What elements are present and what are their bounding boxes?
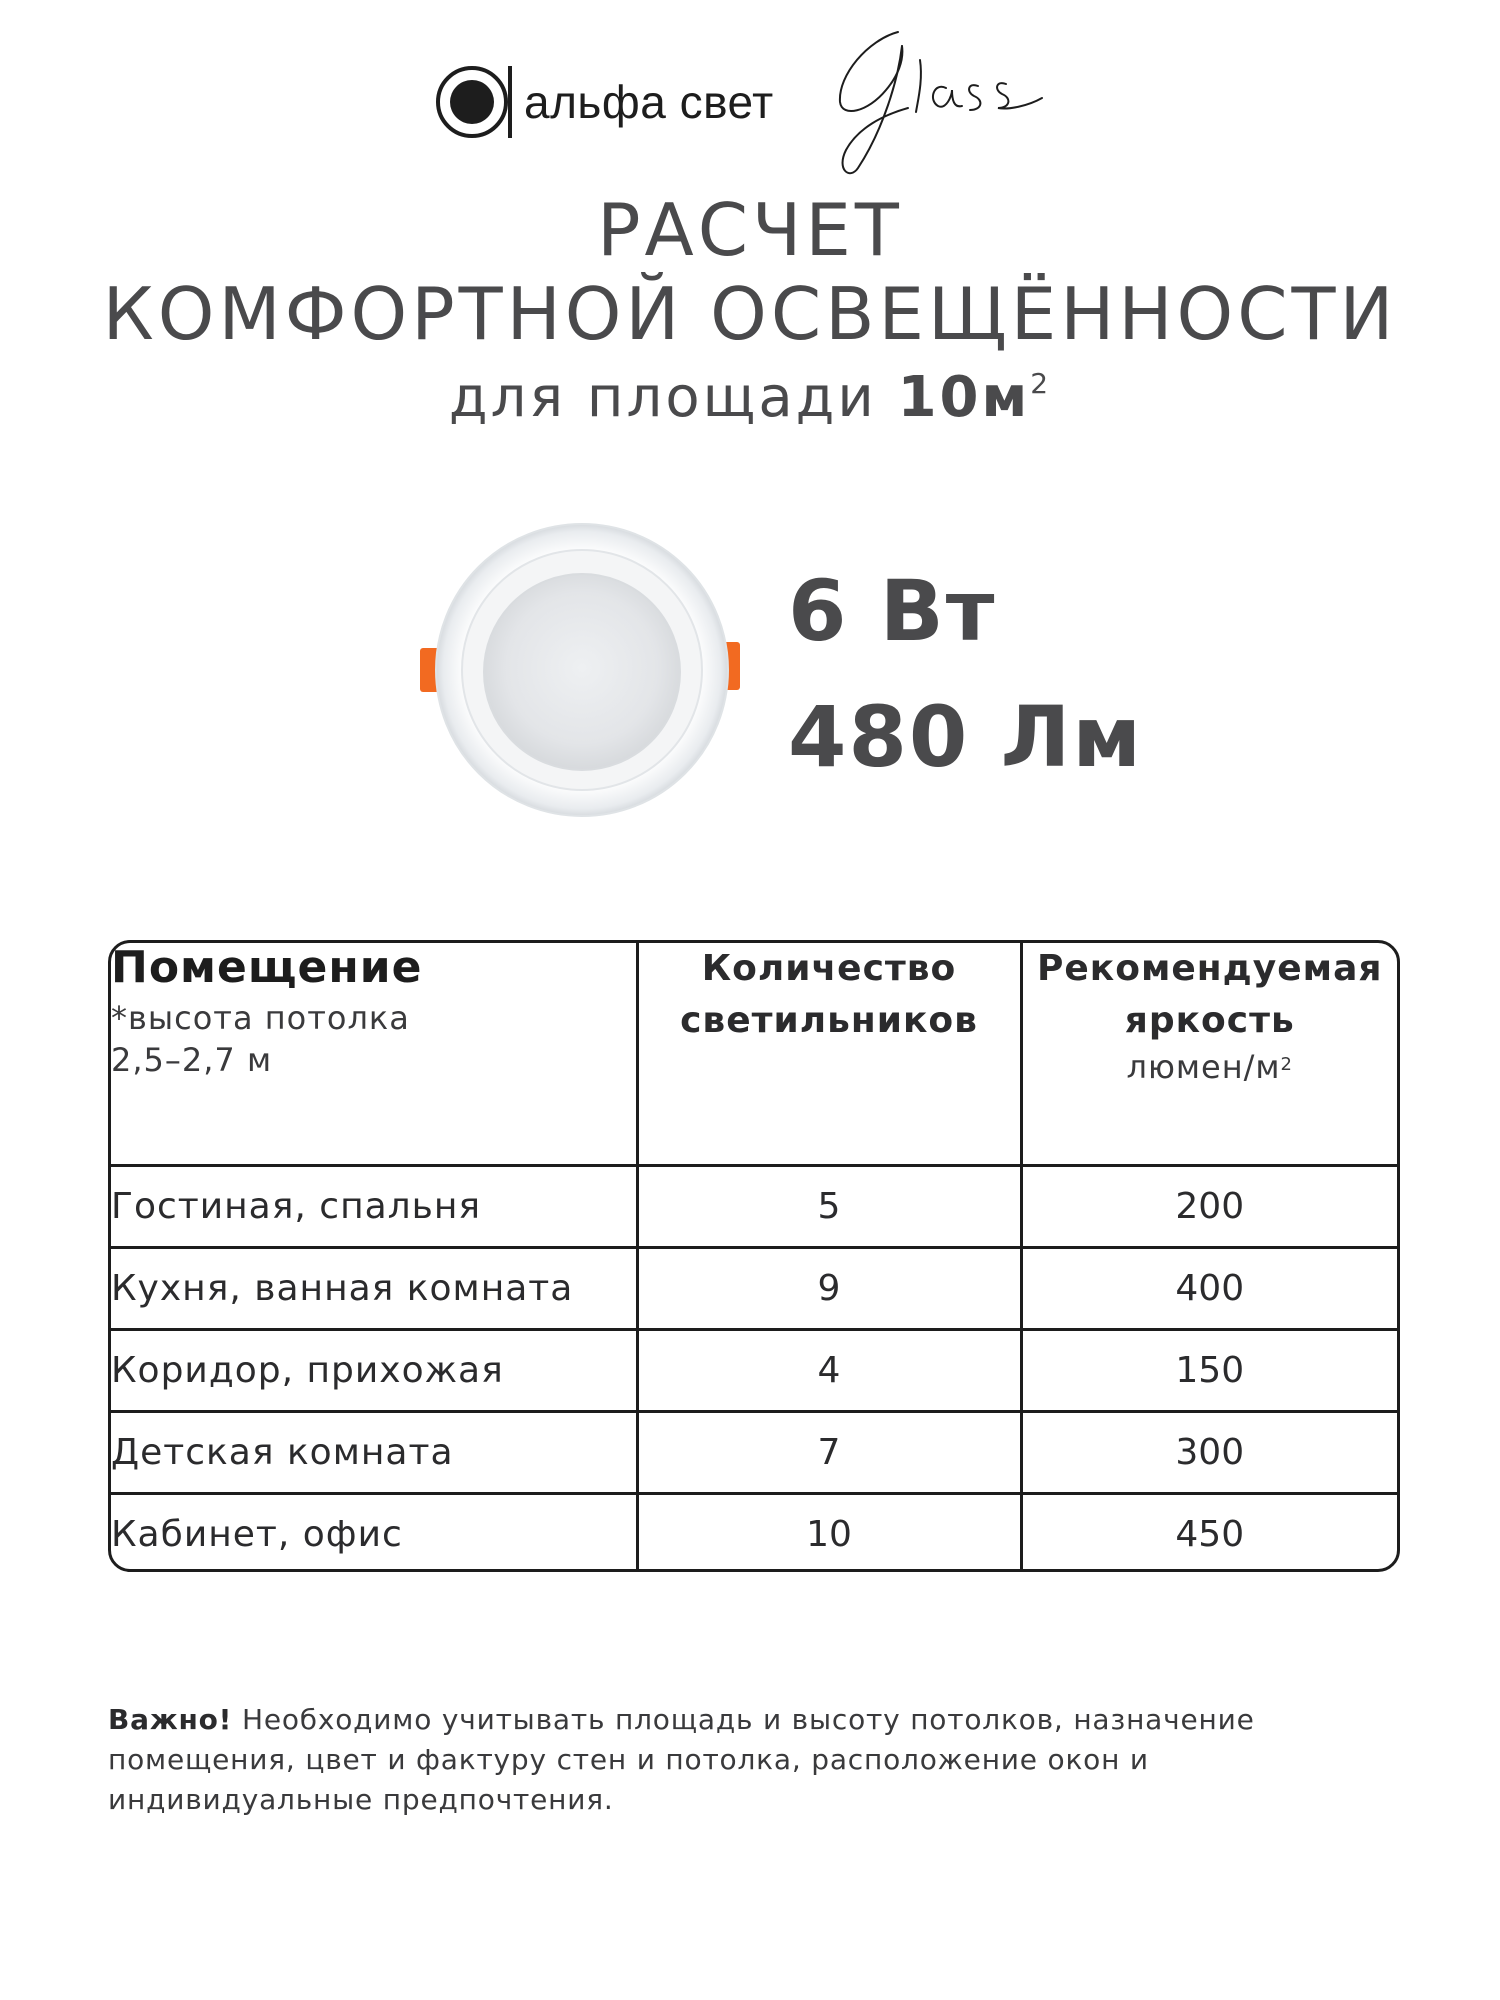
note-text: Необходимо учитывать площадь и высоту потолков, назначение помещения, цвет и фактуру стен и потолка, расположение окон и индивидуальные предпочтения. (108, 1703, 1255, 1816)
title-area-value: 10м (897, 365, 1031, 430)
header-count-line-1: Количество (701, 948, 957, 989)
row-room: Коридор, прихожая (111, 1329, 637, 1411)
header-brightness-unit (1023, 1047, 1398, 1087)
row-brightness: 150 (1021, 1329, 1397, 1411)
brand-name: альфа свет (524, 76, 774, 128)
illumination-table (108, 940, 1400, 1572)
row-room: Детская комната (111, 1411, 637, 1493)
title-area-prefix: для площади (448, 365, 877, 430)
title-line-3 (0, 365, 1500, 430)
row-brightness: 400 (1021, 1247, 1397, 1329)
header-room-note-2: 2,5–2,7 м (111, 1041, 273, 1079)
table-row (111, 1247, 1397, 1329)
title-line-1: РАСЧЕТ (597, 188, 903, 272)
header-brightness-unit-sup: 2 (1280, 1054, 1293, 1075)
title-line-2: КОМФОРТНОЙ ОСВЕЩЁННОСТИ (102, 272, 1398, 356)
brand-logo-icon (432, 62, 518, 142)
table-row (111, 1165, 1397, 1247)
row-count: 4 (637, 1329, 1021, 1411)
title-area-sup: 2 (1030, 367, 1052, 400)
header-brightness (1021, 943, 1397, 1165)
row-brightness: 450 (1021, 1493, 1397, 1572)
row-count: 5 (637, 1165, 1021, 1247)
row-brightness: 200 (1021, 1165, 1397, 1247)
table-row (111, 1329, 1397, 1411)
downlight-icon (416, 520, 746, 820)
header-room-note-1: *высота потолка (111, 999, 410, 1037)
row-count: 9 (637, 1247, 1021, 1329)
spec-lumen: 480 Лм (788, 688, 1144, 786)
header-count-line-2: светильников (680, 1000, 978, 1041)
collection-logo-glass (828, 20, 1078, 180)
header-count (637, 943, 1021, 1165)
header-brightness-line-1: Рекомендуемая (1037, 948, 1383, 989)
table-row (111, 1493, 1397, 1572)
table-header-row (111, 943, 1397, 1165)
row-count: 10 (637, 1493, 1021, 1572)
important-note (108, 1700, 1408, 1820)
row-count: 7 (637, 1411, 1021, 1493)
row-room: Кабинет, офис (111, 1493, 637, 1572)
header-brightness-line-2: яркость (1124, 1000, 1295, 1041)
row-room: Гостиная, спальня (111, 1165, 637, 1247)
row-room: Кухня, ванная комната (111, 1247, 637, 1329)
brand-logo (432, 62, 774, 142)
table-row (111, 1411, 1397, 1493)
header-room-title: Помещение (111, 942, 423, 993)
note-strong: Важно! (108, 1703, 233, 1736)
header-brightness-unit-text: люмен/м (1126, 1048, 1281, 1086)
row-brightness: 300 (1021, 1411, 1397, 1493)
header-room (111, 943, 637, 1165)
spec-power: 6 Вт (788, 562, 997, 660)
